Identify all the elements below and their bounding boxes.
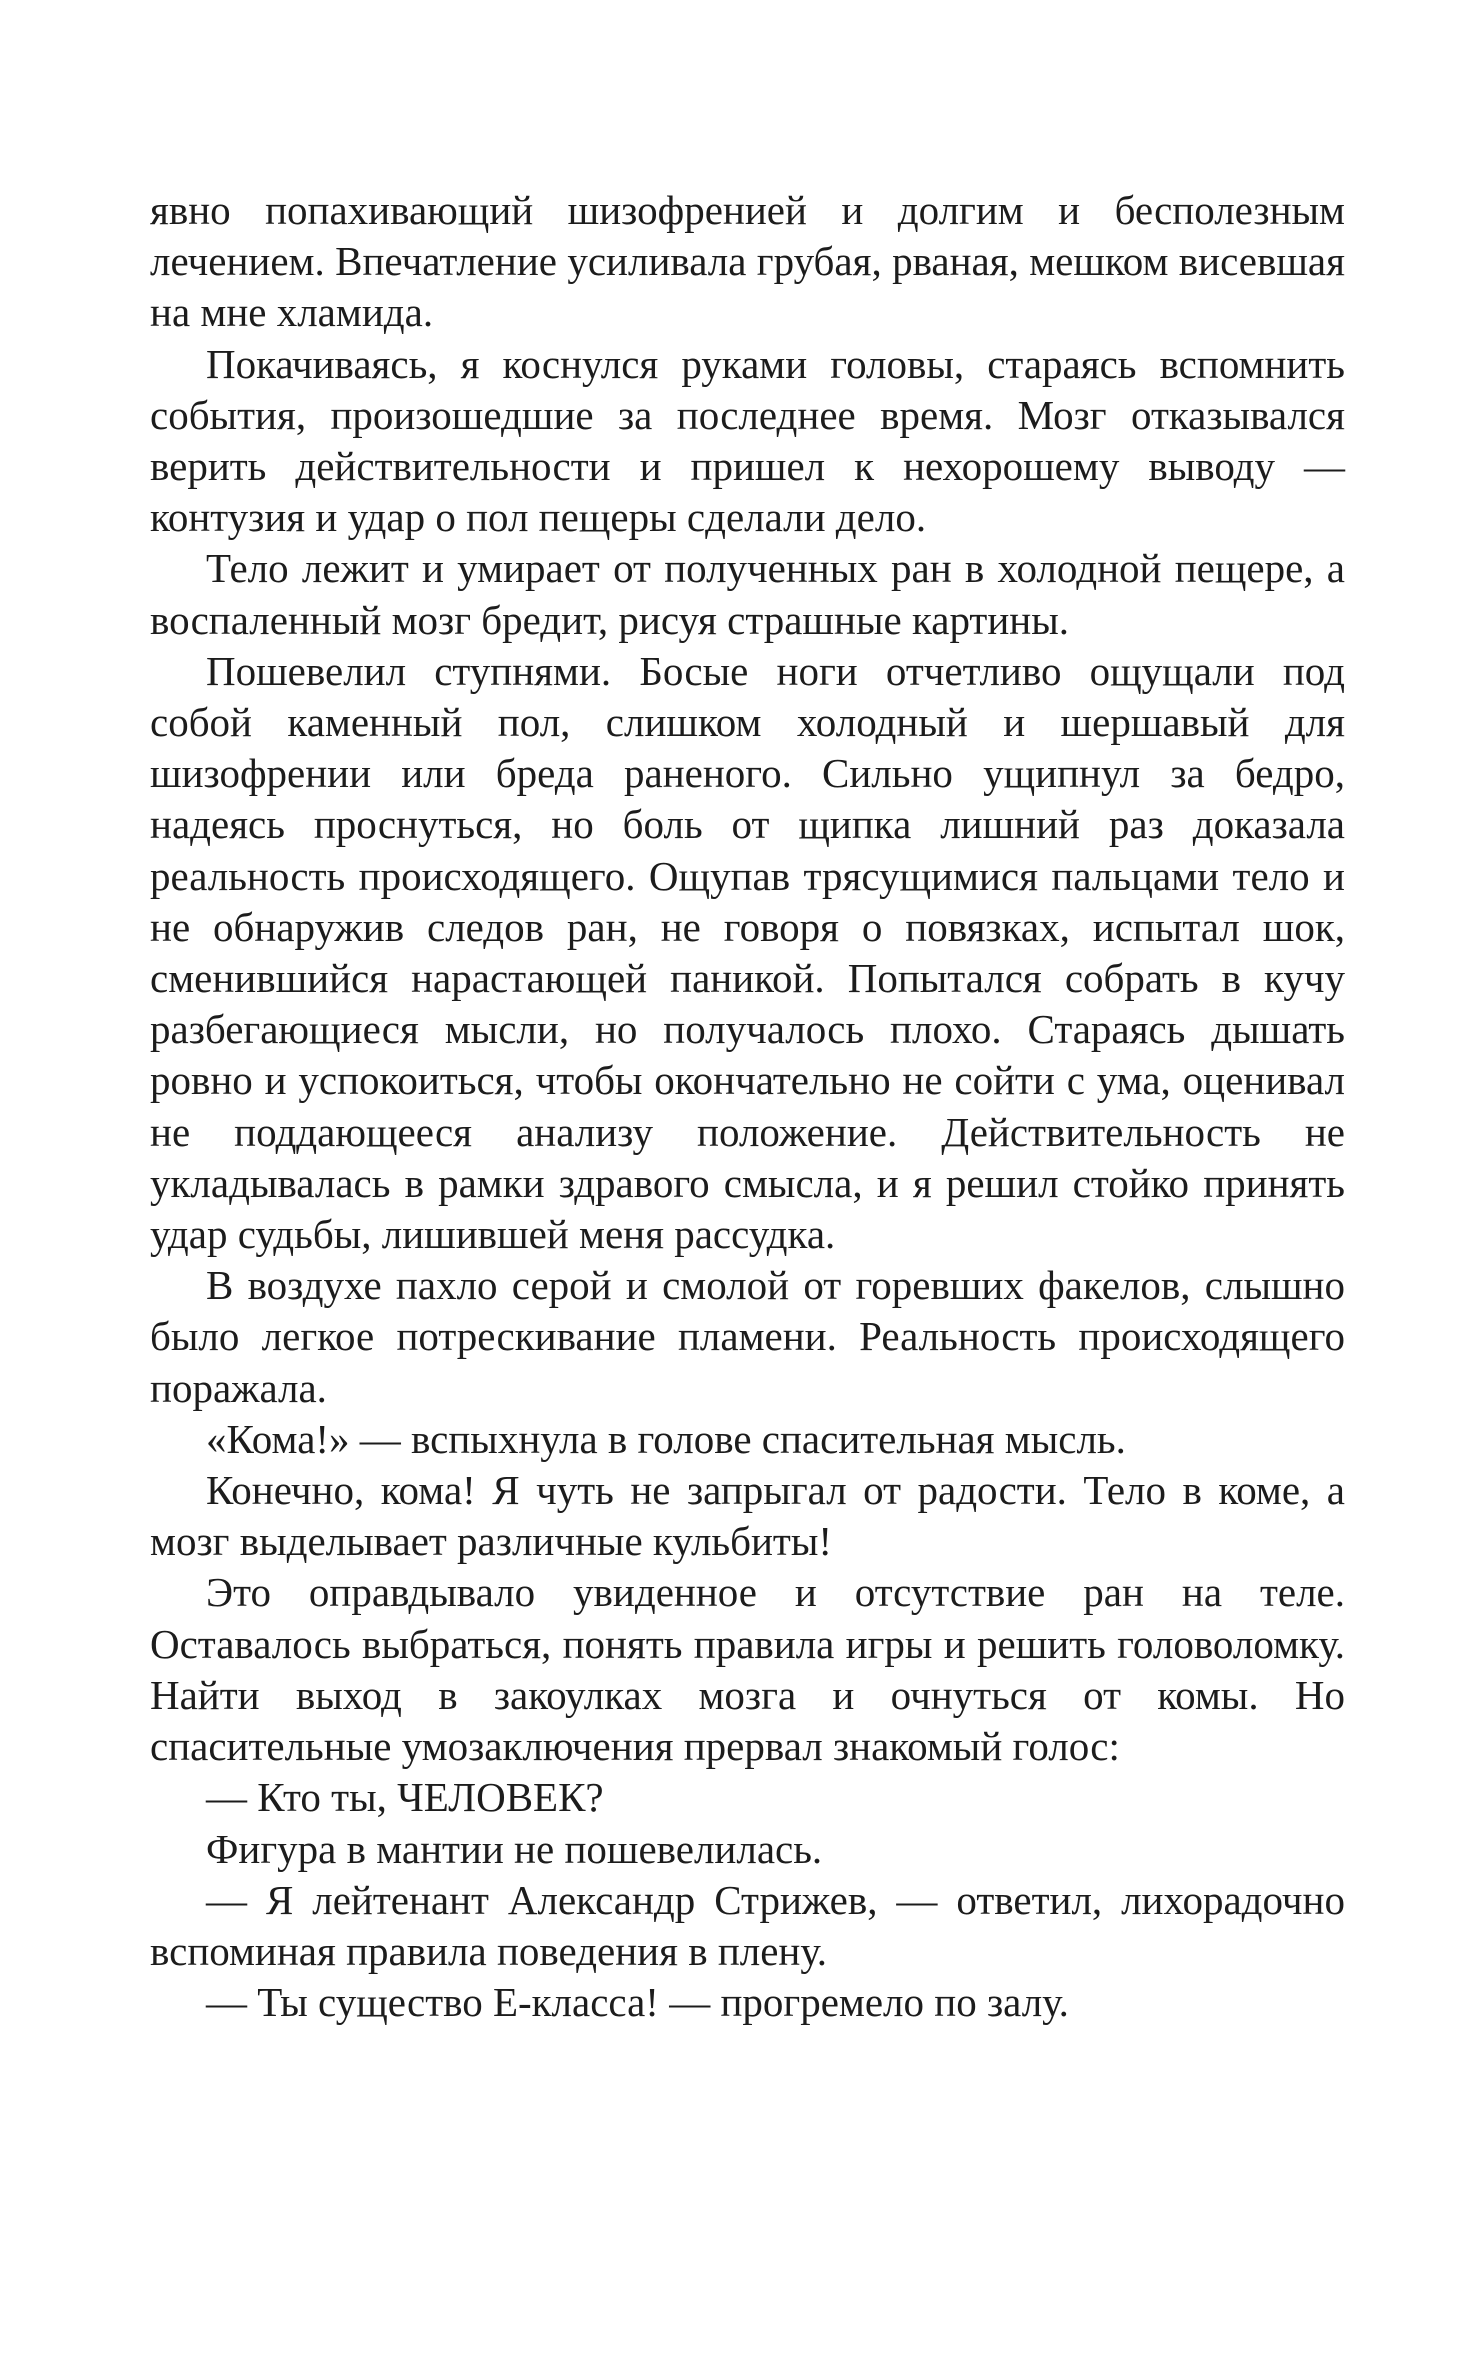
paragraph: Покачиваясь, я коснулся руками головы, стараясь вспомнить события, произошедшие за последнее время. Мозг отказывался верить действительности и пришел к нехорошему выводу — контузия и удар о пол пещеры сделали дело. [150,340,1345,541]
paragraph: В воздухе пахло серой и смолой от горевших факелов, слышно было легкое потрескивание пламени. Реальность происходящего поражала. [150,1262,1345,1411]
book-page-text [150,185,1345,2028]
paragraph: Конечно, кома! Я чуть не запрыгал от радости. Тело в коме, а мозг выделывает различные кульбиты! [150,1467,1345,1565]
paragraph: Фигура в мантии не пошевелилась. [206,1825,823,1872]
paragraph: Пошевелил ступнями. Босые ноги отчетливо ощущали под собой каменный пол, слишком холодный и шершавый для шизофрении или бреда раненого. Сильно ущипнул за бедро, надеясь проснуться, но боль от щипка лишний раз доказала реальность происходящего. Ощупав трясущимися пальцами тело и не обнаружив следов ран, не говоря о повязках, испытал шок, сменившийся нарастающей паникой. Попытался собрать в кучу разбегающиеся мысли, но получалось плохо. Стараясь дышать ровно и успокоиться, чтобы окончательно не сойти с ума, оценивал не поддающееся анализу положение. Действительность не укладывалась в рамки здравого смысла, и я решил стойко принять удар судьбы, лишившей меня рассудка. [150,647,1345,1258]
dialogue-line: — Я лейтенант Александр Стрижев, — ответил, лихорадочно вспоминая правила поведения в плену. [150,1876,1345,1974]
dialogue-line: — Ты существо Е-класса! — прогремело по залу. [206,1979,1069,2026]
paragraph: Это оправдывало увиденное и отсутствие ран на теле. Оставалось выбраться, понять правила игры и решить головоломку. Найти выход в закоулках мозга и очнуться от комы. Но спасительные умозаключения прервал знакомый голос: [150,1569,1345,1770]
paragraph: Тело лежит и умирает от полученных ран в холодной пещере, а воспаленный мозг бредит, рисуя страшные картины. [150,545,1345,643]
paragraph: «Кома!» — вспыхнула в голове спасительная мысль. [206,1415,1126,1462]
dialogue-line: — Кто ты, ЧЕЛОВЕК? [206,1774,604,1821]
paragraph: явно попахивающий шизофренией и долгим и бесполезным лечением. Впечатление усиливала грубая, рваная, мешком висевшая на мне хламида. [150,187,1345,336]
